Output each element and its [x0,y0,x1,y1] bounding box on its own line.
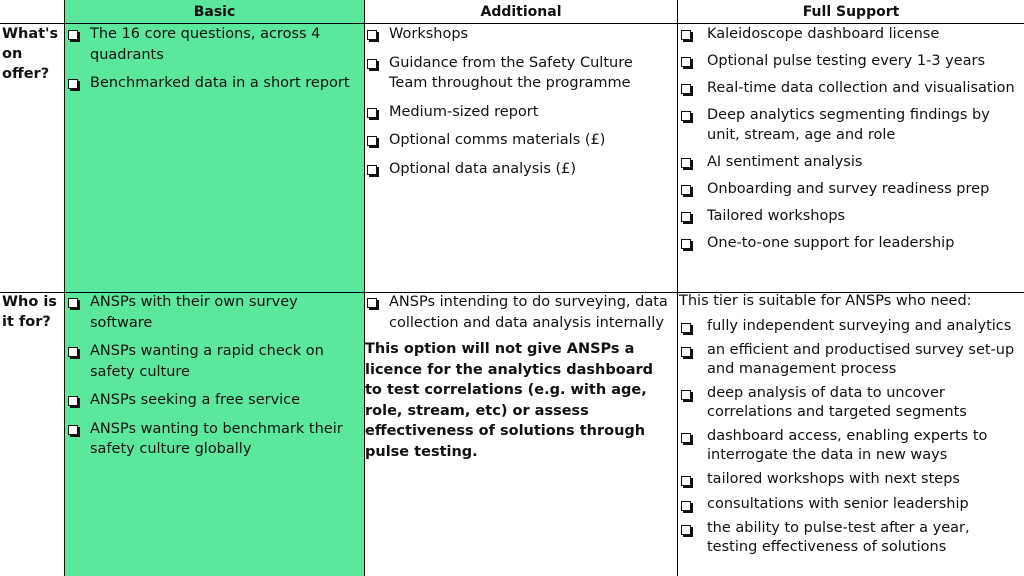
list-item: Kaleidoscope dashboard license [679,24,1022,44]
checkbox-bullet-icon [681,158,691,168]
list-item: ANSPs seeking a free service [66,390,362,411]
checkbox-bullet-icon [681,525,691,535]
checkbox-bullet-icon [681,347,691,357]
additional-offer-cell [365,24,670,187]
list-item: Workshops [365,24,670,45]
list-item: ANSPs intending to do surveying, data collection and data analysis internally [365,292,670,333]
checkbox-bullet-icon [681,239,691,249]
checkbox-bullet-icon [681,390,691,400]
checkbox-bullet-icon [68,298,78,308]
checkbox-bullet-icon [367,30,377,40]
list-item: ANSPs wanting a rapid check on safety culture [66,341,362,382]
list-item: Medium-sized report [365,102,670,123]
checkbox-bullet-icon [681,501,691,511]
list-item: Tailored workshops [679,206,1022,226]
list-item: Benchmarked data in a short report [66,73,362,94]
list-item: deep analysis of data to uncover correlations and targeted segments [679,384,1022,421]
list-item: One-to-one support for leadership [679,233,1022,253]
checkbox-bullet-icon [681,185,691,195]
full-who-cell [679,292,1022,562]
list-item: tailored workshops with next steps [679,470,1022,489]
checkbox-bullet-icon [681,111,691,121]
list-item: Optional pulse testing every 1-3 years [679,51,1022,71]
column-divider-full [677,0,678,576]
row-label-who: Who is it for? [2,294,57,330]
list-item: an efficient and productised survey set-up and management process [679,341,1022,378]
header-basic: Basic [193,4,236,20]
basic-offer-cell [66,24,362,102]
list-item: consultations with senior leadership [679,495,1022,514]
checkbox-bullet-icon [68,396,78,406]
checkbox-bullet-icon [68,79,78,89]
checkbox-bullet-icon [681,433,691,443]
checkbox-bullet-icon [681,84,691,94]
checkbox-bullet-icon [681,476,691,486]
checkbox-bullet-icon [68,425,78,435]
full-offer-cell [679,24,1022,260]
additional-who-cell [365,292,670,462]
list-item: ANSPs wanting to benchmark their safety culture globally [66,419,362,460]
list-item: the ability to pulse-test after a year, testing effectiveness of solutions [679,519,1022,556]
checkbox-bullet-icon [367,165,377,175]
list-item: ANSPs with their own survey software [66,292,362,333]
licence-note: This option will not give ANSPs a licence for the analytics dashboard to test correlations (e.g. with age, role, stream, etc) or assess effectiveness of solutions through pulse testing. [365,341,654,460]
checkbox-bullet-icon [681,323,691,333]
list-item: Guidance from the Safety Culture Team throughout the programme [365,53,670,94]
checkbox-bullet-icon [681,212,691,222]
list-item: Optional comms materials (£) [365,130,670,151]
checkbox-bullet-icon [68,347,78,357]
list-item: The 16 core questions, across 4 quadrants [66,24,362,65]
checkbox-bullet-icon [367,136,377,146]
list-item: Onboarding and survey readiness prep [679,179,1022,199]
checkbox-bullet-icon [367,298,377,308]
checkbox-bullet-icon [68,30,78,40]
basic-who-cell [66,292,362,468]
checkbox-bullet-icon [367,108,377,118]
list-item: Deep analytics segmenting findings by unit, stream, age and role [679,105,1022,145]
row-label-offer: What's on offer? [2,26,59,82]
list-item: AI sentiment analysis [679,152,1022,172]
full-who-intro: This tier is suitable for ANSPs who need: [679,293,972,309]
list-item: Real-time data collection and visualisation [679,78,1022,98]
header-additional: Additional [480,4,562,20]
list-item: dashboard access, enabling experts to interrogate the data in new ways [679,427,1022,464]
checkbox-bullet-icon [681,30,691,40]
checkbox-bullet-icon [681,57,691,67]
list-item: fully independent surveying and analytics [679,317,1022,336]
checkbox-bullet-icon [367,59,377,69]
header-full-support: Full Support [802,4,900,20]
list-item: Optional data analysis (£) [365,159,670,180]
